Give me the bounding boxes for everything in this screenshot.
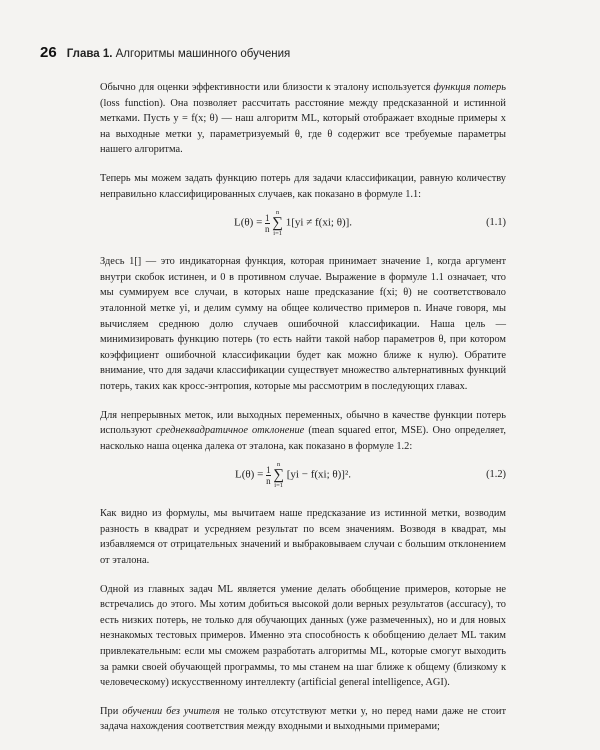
chapter-title: Алгоритмы машинного обучения xyxy=(115,48,291,60)
paragraph-formula-explanation: Как видно из формулы, мы вычитаем наше предсказание из истинной метки, возводим разность в квадрат и усредняем результат по всем значениям. Возводя в квадрат, мы избавляемся от отрицательных значений и выбраковываем случаи с большим отклонением от эталона. xyxy=(100,508,506,567)
chapter-heading xyxy=(67,48,291,60)
fraction: $\frac{1}{n}$ xyxy=(265,212,270,234)
formula-1-1 xyxy=(100,206,506,240)
sum-symbol: n ∑ i=1 xyxy=(273,461,285,490)
paragraph-indicator-function: Здесь 1[] — это индикаторная функция, которая принимает значение 1, когда аргумент внутри скобок истинен, и 0 в противном случае. Выражение в формуле 1.1 означает, что мы суммируем все случаи, в которых наше предсказание f(xi; θ) не соответствовало эталонной метке yi, и делим сумму на общее количество примеров n. Иначе говоря, мы вычисляем среднюю долю случаев ошибочной классификации. Наша цель — минимизировать функцию потерь (то есть найти такой набор параметров θ, при котором коэффициент ошибочной классификации будет как можно ближе к нулю). Обратите внимание, что для задачи классификации существует множество альтернативных функций потерь, таких как кросс-энтропия, которые мы рассмотрим в последующих главах. xyxy=(100,256,506,392)
page-number: 26 xyxy=(40,44,57,61)
formula-1-1-expression: $L(\theta) = \frac{1}{n}$ n ∑ i=1 1[yi ≠ f(xi; θ)]. xyxy=(234,209,353,238)
term-loss-function: функция потерь xyxy=(433,82,506,93)
paragraph-mse: Для непрерывных меток, или выходных переменных, обычно в качестве функции потерь используют среднеквадратичное отклонение (mean squared error, MSE). Оно определяет, насколько наша оценка далека от эталона, как показано в формуле 1.2: xyxy=(100,409,506,452)
formula-1-2 xyxy=(100,458,506,492)
paragraph-classification-loss: Теперь мы можем задать функцию потерь для задачи классификации, равную количеству неправильно классифицированных случаев, как показано в формуле 1.1: xyxy=(100,172,506,200)
formula-1-2-expression: $L(\theta) = \frac{1}{n}$ n ∑ i=1 [yi − f(xi; θ)]². xyxy=(235,461,352,490)
paragraph-generalization: Одной из главных задач ML является умение делать обобщение примеров, которые не встречались до этого. Мы хотим добиться высокой доли верных результатов (accuracy), то есть низких потерь, не только для обучающих данных (уже размеченных), но и для новых незнакомых тестовых примеров. Именно эта способность к обобщению делает ML таким привлекательным: если мы сможем разработать алгоритмы ML, которые смогут выходить за рамки своей обучающей программы, то мы станем на шаг ближе к общему (близкому к человеческому) искусственному интеллекту (artificial general intelligence, AGI). xyxy=(100,583,506,689)
chapter-label: Глава 1. xyxy=(66,48,113,60)
running-header xyxy=(40,44,560,61)
sum-symbol: n ∑ i=1 xyxy=(272,209,283,238)
paragraph-loss-function: Обычно для оценки эффективности или близости к эталону используется функция потерь (loss function). Она позволяет рассчитать расстояние между предсказанной и истинной метками. Пусть y = f(x; θ) — наш алгоритм ML, который отображает входные примеры x на выходные метки y, параметризуемый θ, где θ содержит все требуемые параметры нашего алгоритма. xyxy=(100,82,506,156)
fraction: $\frac{1}{n}$ xyxy=(266,464,271,486)
text-body xyxy=(100,80,506,748)
term-unsupervised: обучении без учителя xyxy=(122,705,220,717)
paragraph-unsupervised: При обучении без учителя не только отсутствуют метки y, но перед нами даже не стоит задача нахождения соответствия между входными и выходными примерами; xyxy=(100,705,506,733)
term-mse: среднеквадратичное отклонение xyxy=(155,425,305,437)
formula-number: (1.1) xyxy=(486,217,506,229)
formula-number: (1.2) xyxy=(486,469,506,481)
